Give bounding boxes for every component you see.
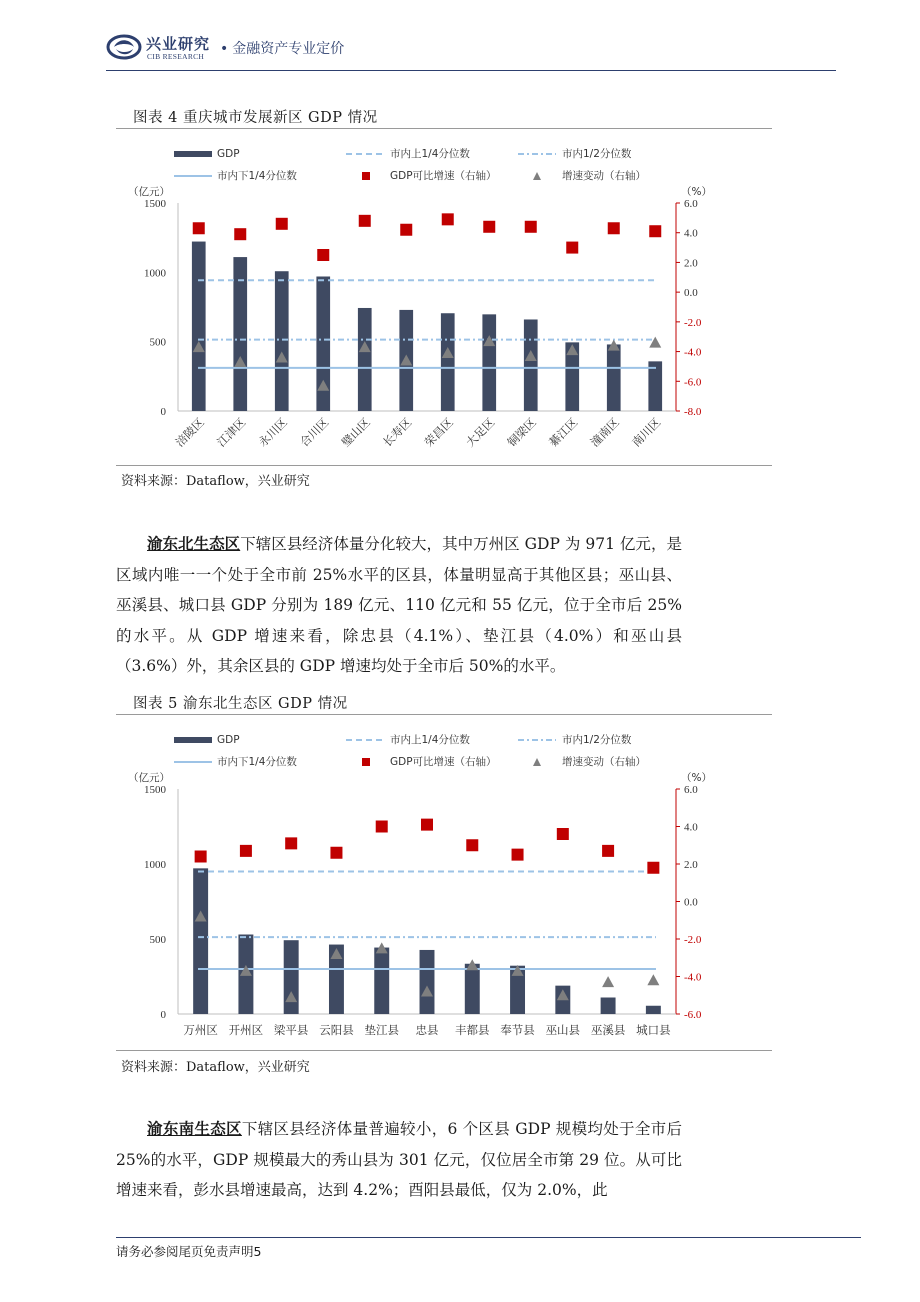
- growth-marker: [234, 228, 246, 240]
- right-axis-tick-label: -4.0: [684, 346, 702, 359]
- category-label: 城口县: [636, 1023, 671, 1037]
- legend-median-label: 市内1/2分位数: [562, 148, 632, 160]
- slogan-text: 金融资产专业定价: [232, 41, 345, 57]
- right-axis-unit: （%）: [681, 772, 712, 784]
- gdp-bar: [374, 948, 389, 1014]
- gdp-bar: [420, 950, 435, 1014]
- growth-marker: [608, 222, 620, 234]
- category-label: 綦江区: [546, 415, 581, 450]
- category-label: 永川区: [255, 415, 290, 450]
- gdp-bar: [646, 1006, 661, 1014]
- category-label: 垫江县: [364, 1023, 399, 1037]
- growth-marker: [512, 849, 524, 861]
- left-axis-tick-label: 500: [149, 336, 166, 349]
- gdp-bar: [465, 964, 480, 1014]
- growth-marker: [317, 249, 329, 261]
- right-axis-tick-label: 0.0: [684, 896, 698, 909]
- right-axis-unit: （%）: [681, 186, 712, 198]
- growth-marker: [193, 222, 205, 234]
- figure5-top-rule: [116, 714, 772, 715]
- change-marker: [602, 976, 614, 987]
- gdp-bar: [192, 242, 206, 411]
- legend-q3-label: 市内上1/4分位数: [390, 148, 470, 160]
- change-marker: [647, 974, 659, 985]
- legend-q3-label: 市内上1/4分位数: [390, 734, 470, 746]
- category-label: 璧山区: [338, 415, 373, 450]
- left-axis-unit: （亿元）: [128, 772, 170, 784]
- gdp-bar: [193, 868, 208, 1014]
- footer-divider: [116, 1237, 861, 1238]
- disclaimer-note: 请务必参阅尾页免责声明: [116, 1244, 254, 1259]
- right-axis-tick-label: -4.0: [684, 971, 702, 984]
- category-label: 南川区: [629, 415, 664, 450]
- category-label: 合川区: [297, 415, 332, 450]
- legend-median-label: 市内1/2分位数: [562, 734, 632, 746]
- legend-gdp-swatch: [174, 151, 212, 157]
- figure4-title: 图表 4 重庆城市发展新区 GDP 情况: [133, 110, 378, 126]
- growth-marker: [525, 221, 537, 233]
- left-axis-tick-label: 0: [160, 406, 166, 418]
- category-label: 江津区: [214, 415, 249, 450]
- growth-marker: [602, 845, 614, 857]
- figure5-chart: [116, 724, 772, 1046]
- legend-gdp-label: GDP: [217, 148, 240, 160]
- category-label: 忠县: [415, 1023, 439, 1037]
- growth-marker: [649, 225, 661, 237]
- category-label: 荣昌区: [421, 415, 456, 450]
- left-axis-tick-label: 1500: [144, 784, 166, 796]
- legend-growth-swatch: [362, 172, 370, 180]
- right-axis-tick-label: -8.0: [684, 406, 702, 418]
- left-axis-tick-label: 1000: [144, 859, 166, 871]
- gdp-bar: [601, 998, 616, 1015]
- figure5-title: 图表 5 渝东北生态区 GDP 情况: [133, 696, 348, 712]
- legend-change-swatch: [533, 172, 541, 180]
- figure5-bottom-rule: [116, 1050, 772, 1051]
- figure4-bottom-rule: [116, 465, 772, 466]
- category-label: 铜梁区: [504, 415, 539, 450]
- header-slogan: • 金融资产专业定价: [220, 41, 345, 57]
- gdp-bar: [275, 271, 289, 411]
- category-label: 涪陵区: [172, 415, 207, 450]
- figure5-source: 资料来源：Dataflow，兴业研究: [121, 1060, 310, 1075]
- right-axis-tick-label: 4.0: [684, 821, 698, 834]
- category-label: 长寿区: [380, 415, 415, 450]
- legend-growth-label: GDP可比增速（右轴）: [390, 756, 497, 768]
- legend-q1-label: 市内下1/4分位数: [217, 756, 297, 768]
- category-label: 丰都县: [455, 1023, 490, 1037]
- growth-marker: [195, 851, 207, 863]
- gdp-bar: [284, 940, 299, 1014]
- left-axis-tick-label: 1500: [144, 198, 166, 210]
- paragraph-body: 下辖区县经济体量分化较大，其中万州区 GDP 为 971 亿元，是区域内唯一一个处于全市前 25%水平的区县，体量明显高于其他区县；巫山县、巫溪县、城口县 GDP 分别为 189 亿元、110 亿元和 55 亿元，位于全市后 25%的水平。从 GDP 增速来看，除忠县（4.1%）、垫江县（4.0%）和巫山县（3.6%）外，其余区县的 GDP 增速均处于全市后 50%的水平。: [116, 535, 682, 675]
- legend-change-swatch: [533, 758, 541, 766]
- growth-marker: [483, 221, 495, 233]
- category-label: 万州区: [183, 1023, 218, 1037]
- gdp-bar: [607, 344, 621, 411]
- growth-marker: [557, 828, 569, 840]
- brand-english-name: CIB RESEARCH: [147, 52, 205, 61]
- growth-marker: [330, 847, 342, 859]
- figure4-source: 资料来源：Dataflow，兴业研究: [121, 474, 310, 489]
- left-axis-unit: （亿元）: [128, 186, 170, 198]
- right-axis-tick-label: 0.0: [684, 287, 698, 300]
- right-axis-tick-label: -6.0: [684, 376, 702, 389]
- legend-growth-label: GDP可比增速（右轴）: [390, 170, 497, 182]
- legend-gdp-label: GDP: [217, 734, 240, 746]
- growth-marker: [240, 845, 252, 857]
- gdp-bar: [316, 276, 330, 411]
- growth-marker: [400, 224, 412, 236]
- growth-marker: [647, 862, 659, 874]
- growth-marker: [421, 819, 433, 831]
- right-axis-tick-label: 2.0: [684, 859, 698, 871]
- left-axis-tick-label: 0: [160, 1009, 166, 1021]
- category-label: 巫山县: [545, 1023, 581, 1037]
- right-axis-tick-label: 2.0: [684, 257, 698, 270]
- paragraph-body: 下辖区县经济体量普遍较小，6 个区县 GDP 规模均处于全市后 25%的水平，GDP 规模最大的秀山县为 301 亿元，仅位居全市第 29 位。从可比增速来看，彭水县增速最高，达到 4.2%；酉阳县最低，仅为 2.0%，此: [116, 1120, 682, 1199]
- gdp-bar: [358, 308, 372, 411]
- figure4-top-rule: [116, 128, 772, 129]
- left-axis-tick-label: 1000: [144, 267, 166, 280]
- header-divider: [106, 70, 836, 71]
- right-axis-tick-label: -6.0: [684, 1009, 702, 1021]
- category-label: 巫溪县: [590, 1023, 626, 1037]
- right-axis-tick-label: 4.0: [684, 227, 698, 240]
- legend-q1-label: 市内下1/4分位数: [217, 170, 297, 182]
- legend-growth-swatch: [362, 758, 370, 766]
- legend-gdp-swatch: [174, 737, 212, 743]
- category-label: 开州区: [228, 1023, 264, 1037]
- paragraph-southeast: [116, 1114, 682, 1206]
- growth-marker: [285, 837, 297, 849]
- figure4-chart: [116, 138, 772, 460]
- right-axis-tick-label: 6.0: [684, 198, 698, 210]
- gdp-bar: [441, 313, 455, 411]
- change-marker: [649, 337, 661, 348]
- growth-marker: [566, 242, 578, 254]
- category-label: 奉节县: [500, 1023, 535, 1037]
- left-axis-tick-label: 500: [149, 934, 166, 946]
- category-label: 云阳县: [319, 1023, 354, 1037]
- legend-change-label: 增速变动（右轴）: [562, 170, 646, 182]
- gdp-bar: [524, 319, 538, 411]
- growth-marker: [466, 839, 478, 851]
- legend-change-label: 增速变动（右轴）: [562, 756, 646, 768]
- right-axis-tick-label: 6.0: [684, 784, 698, 796]
- cib-logo-icon: [106, 34, 142, 60]
- gdp-bar: [482, 314, 496, 411]
- category-label: 梁平县: [273, 1023, 309, 1037]
- growth-marker: [359, 215, 371, 227]
- growth-marker: [276, 218, 288, 230]
- category-label: 潼南区: [587, 415, 622, 450]
- paragraph-northeast: [116, 529, 682, 682]
- growth-marker: [376, 821, 388, 833]
- paragraph-region-name: 渝东北生态区: [147, 534, 241, 553]
- page-number: 5: [253, 1244, 262, 1259]
- category-label: 大足区: [463, 415, 498, 450]
- right-axis-tick-label: -2.0: [684, 934, 702, 946]
- right-axis-tick-label: -2.0: [684, 316, 702, 329]
- footer: [116, 1242, 261, 1260]
- paragraph-region-name: 渝东南生态区: [147, 1119, 242, 1138]
- brand-name: 兴业研究: [146, 35, 211, 53]
- growth-marker: [442, 213, 454, 225]
